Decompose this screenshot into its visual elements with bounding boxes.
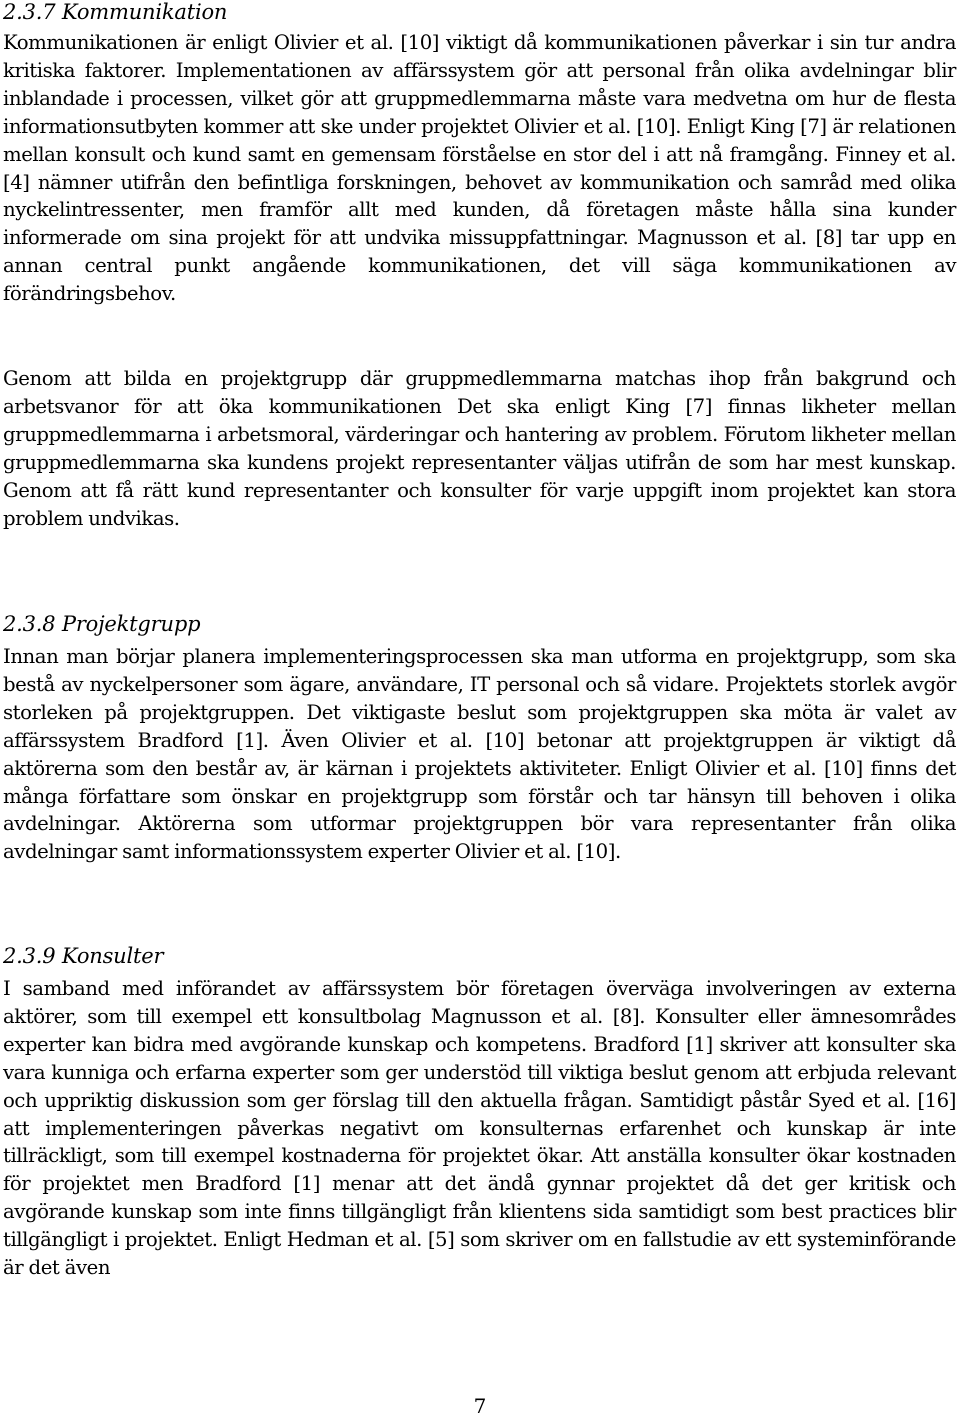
- section-heading-kommunikation: 2.3.7 Kommunikation: [3, 0, 228, 24]
- page-number: 7: [473, 1394, 487, 1418]
- paragraph-kommunikation-1: Kommunikationen är enligt Olivier et al. [10] viktigt då kommunikationen påverkar i sin tur andra kritiska faktorer. Implementationen av affärssystem gör att personal från olika avdelningar blir inblandade i processen, vilket gör att gruppmedlemmarna måste vara medvetna om hur de flesta informationsutbyten kommer att ske under projektet Olivier et al. [10]. Enligt King [7] är relationen mellan konsult och kund samt en gemensam förståelse en stor del i att nå framgång. Finney et al. [4] nämner utifrån den befintliga forskningen, behovet av kommunikation och samråd med olika nyckelintressenter, men framför allt med kunden, då företagen måste hålla sina kunder informerade om sina projekt för att undvika missuppfattningar. Magnusson et al. [8] tar upp en annan central punkt angående kommunikationen, det vill säga kommunikationen av förändringsbehov.: [3, 31, 956, 306]
- section-heading-konsulter: 2.3.9 Konsulter: [3, 944, 164, 968]
- paragraph-projektgrupp-1: Innan man börjar planera implementeringsprocessen ska man utforma en projektgrupp, som ska bestå av nyckelpersoner som ägare, användare, IT personal och så vidare. Projektets storlek avgör storleken på projektgruppen. Det viktigaste beslut som projektgruppen ska möta är valet av affärssystem Bradford [1]. Även Olivier et al. [10] betonar att projektgruppen är viktigt då aktörerna som den består av, är kärnan i projektets aktiviteter. Enligt Olivier et al. [10] finns det många författare som önskar en projektgrupp som förstår och tar hänsyn till behoven i olika avdelningar. Aktörerna som utformar projektgruppen bör vara representanter från olika avdelningar samt informationssystem experter Olivier et al. [10].: [3, 645, 956, 864]
- paragraph-konsulter-1: I samband med införandet av affärssystem bör företagen överväga involveringen av externa aktörer, som till exempel ett konsultbolag Magnusson et al. [8]. Konsulter eller ämnesområdes experter kan bidra med avgörande kunskap och kompetens. Bradford [1] skriver att konsulter ska vara kunniga och erfarna experter som ger understöd till viktiga beslut genom att erbjuda relevant och uppriktig diskussion som ger förslag till den aktuella frågan. Samtidigt påstår Syed et al. [16] att implementeringen påverkas negativt om konsulternas erfarenhet och kunskap är inte tillräckligt, som till exempel kostnaderna för projektet ökar. Att anställa konsulter ökar kostnaden för projektet men Bradford [1] menar att det ändå gynnar projektet då det ger kritisk och avgörande kunskap som inte finns tillgängligt från klientens sida samtidigt som best practices blir tillgängligt i projektet. Enligt Hedman et al. [5] som skriver om en fallstudie av ett systeminförande är det även: [3, 977, 956, 1280]
- section-heading-projektgrupp: 2.3.8 Projektgrupp: [3, 612, 201, 636]
- paragraph-kommunikation-2: Genom att bilda en projektgrupp där gruppmedlemmarna matchas ihop från bakgrund och arbetsvanor för att öka kommunikationen Det ska enligt King [7] finnas likheter mellan gruppmedlemmarna i arbetsmoral, värderingar och hantering av problem. Förutom likheter mellan gruppmedlemmarna ska kundens projekt representanter väljas utifrån de som har mest kunskap. Genom att få rätt kund representanter och konsulter för varje uppgift inom projektet kan stora problem undvikas.: [3, 367, 956, 530]
